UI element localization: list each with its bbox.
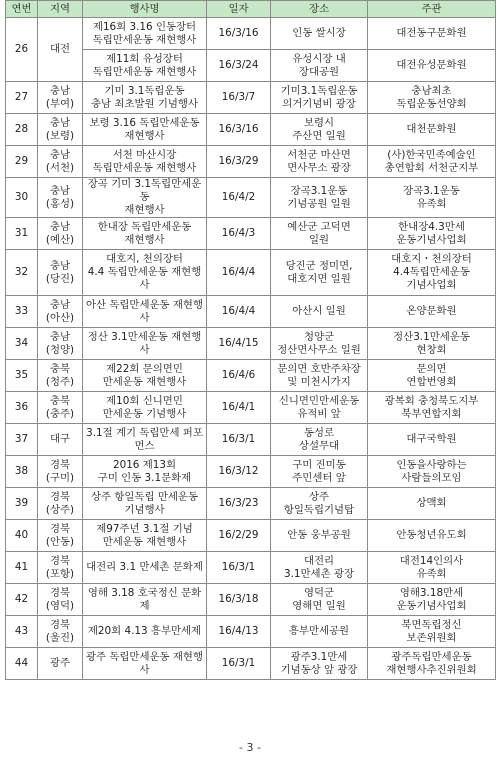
cell-date: 16/4/15 [207,328,271,360]
cell-place: 대전리 3.1만세촌 광장 [271,552,368,584]
header-event: 행사명 [83,1,207,18]
cell-event: 광주 독립만세운동 재현행사 [83,648,207,680]
cell-date: 16/3/1 [207,648,271,680]
cell-place: 안동 웅부공원 [271,520,368,552]
cell-no: 38 [6,456,38,488]
cell-host: 정산3.1만세운동 현창회 [368,328,496,360]
cell-region: 경북 (구미) [38,456,83,488]
cell-date: 16/3/1 [207,552,271,584]
cell-event: 보령 3.16 독립만세운동 재현행사 [83,114,207,146]
cell-date: 16/4/4 [207,296,271,328]
cell-host: 대호지・천의장터 4.4독립만세운동 기념사업회 [368,250,496,296]
cell-region: 충남 (서천) [38,146,83,178]
cell-date: 16/3/1 [207,424,271,456]
cell-region: 경북 (영덕) [38,584,83,616]
cell-region: 충남 (아산) [38,296,83,328]
cell-region: 대전 [38,18,83,82]
table-row [6,552,496,584]
table-row [6,114,496,146]
cell-host: 문의면 연합번영회 [368,360,496,392]
cell-place: 신니면민만세운동 유적비 앞 [271,392,368,424]
header-place: 장소 [271,1,368,18]
cell-no: 30 [6,178,38,218]
cell-no: 33 [6,296,38,328]
cell-place: 영덕군 영해면 일원 [271,584,368,616]
table-row [6,456,496,488]
cell-region: 경북 (포항) [38,552,83,584]
cell-host: 장곡3.1운동 유족회 [368,178,496,218]
table-row [6,218,496,250]
cell-place: 동성로 상설무대 [271,424,368,456]
cell-event: 영해 3.18 호국정신 문화제 [83,584,207,616]
table-row [6,648,496,680]
cell-region: 광주 [38,648,83,680]
cell-place: 인동 쌀시장 [271,18,368,50]
cell-date: 16/4/4 [207,250,271,296]
table-row [6,146,496,178]
cell-place: 당진군 정미면, 대호지면 일원 [271,250,368,296]
cell-event: 대전리 3.1 만세촌 문화제 [83,552,207,584]
cell-host: 광주독립만세운동 재현행사추진위원회 [368,648,496,680]
cell-date: 16/4/2 [207,178,271,218]
cell-date: 16/3/29 [207,146,271,178]
cell-date: 16/4/1 [207,392,271,424]
cell-host: 안동청년유도회 [368,520,496,552]
cell-region: 충남 (부여) [38,82,83,114]
cell-no: 35 [6,360,38,392]
table-row [6,520,496,552]
table-row [6,178,496,218]
cell-place: 청양군 정산면사무소 일원 [271,328,368,360]
cell-no: 31 [6,218,38,250]
cell-no: 29 [6,146,38,178]
cell-no: 36 [6,392,38,424]
cell-event: 제11회 유성장터 독립만세운동 재현행사 [83,50,207,82]
cell-region: 충북 (충주) [38,392,83,424]
cell-no: 32 [6,250,38,296]
cell-region: 경북 (울진) [38,616,83,648]
cell-event: 제10회 신니면민 만세운동 기념행사 [83,392,207,424]
cell-event: 상주 항일독립 만세운동 기념행사 [83,488,207,520]
cell-no: 26 [6,18,38,82]
cell-event: 3.1절 계기 독립만세 퍼포먼스 [83,424,207,456]
cell-event: 제97주년 3.1절 기념 만세운동 재현행사 [83,520,207,552]
cell-no: 42 [6,584,38,616]
cell-host: 상맥회 [368,488,496,520]
table-row [6,296,496,328]
cell-host: 충남최초 독립운동선양회 [368,82,496,114]
table-body [6,18,496,680]
table-row [6,616,496,648]
cell-region: 충남 (보령) [38,114,83,146]
cell-host: 대전유성문화원 [368,50,496,82]
cell-host: 대전14인의사 유족회 [368,552,496,584]
cell-region: 충남 (청양) [38,328,83,360]
cell-event: 제20회 4.13 흥부만세제 [83,616,207,648]
cell-host: 온양문화원 [368,296,496,328]
cell-region: 충남 (예산) [38,218,83,250]
table-row [6,18,496,50]
cell-no: 28 [6,114,38,146]
table-row [6,424,496,456]
cell-event: 한내장 독립만세운동 재현행사 [83,218,207,250]
header-date: 일자 [207,1,271,18]
cell-host: 북면독립정신 보존위원회 [368,616,496,648]
table-row [6,488,496,520]
header-host: 주관 [368,1,496,18]
cell-place: 유성시장 내 장대공원 [271,50,368,82]
cell-place: 기미3.1독립운동 의거기념비 광장 [271,82,368,114]
cell-date: 16/3/18 [207,584,271,616]
cell-date: 16/3/16 [207,114,271,146]
cell-date: 16/2/29 [207,520,271,552]
cell-event: 장곡 기미 3.1독립만세운동 재현행사 [83,178,207,218]
cell-host: 인동을사랑하는 사람들의모임 [368,456,496,488]
cell-event: 아산 독립만세운동 재현행사 [83,296,207,328]
cell-host: 한내장4.3만세 운동기념사업회 [368,218,496,250]
cell-place: 예산군 고덕면 일원 [271,218,368,250]
cell-date: 16/3/23 [207,488,271,520]
cell-date: 16/4/3 [207,218,271,250]
cell-place: 흥부만세공원 [271,616,368,648]
cell-host: 광복회 충청북도지부 북부연합지회 [368,392,496,424]
table-header-row [6,1,496,18]
cell-host: (사)한국민족예술인 총연합회 서천군지부 [368,146,496,178]
cell-place: 장곡3.1운동 기념공원 일원 [271,178,368,218]
cell-date: 16/3/16 [207,18,271,50]
cell-place: 상주 항일독립기념탑 [271,488,368,520]
table-row [6,360,496,392]
table-row [6,250,496,296]
cell-region: 충북 (청주) [38,360,83,392]
cell-no: 44 [6,648,38,680]
table-row [6,584,496,616]
cell-no: 39 [6,488,38,520]
cell-region: 경북 (상주) [38,488,83,520]
cell-region: 충남 (홍성) [38,178,83,218]
events-table [5,0,496,680]
cell-no: 27 [6,82,38,114]
cell-no: 37 [6,424,38,456]
cell-event: 2016 제13회 구미 인동 3.1문화제 [83,456,207,488]
cell-date: 16/4/13 [207,616,271,648]
cell-event: 정산 3.1만세운동 재현행사 [83,328,207,360]
cell-region: 대구 [38,424,83,456]
cell-event: 대호지, 천의장터 4.4 독립만세운동 재현행사 [83,250,207,296]
cell-host: 대구국학원 [368,424,496,456]
cell-place: 구미 진미동 주민센터 앞 [271,456,368,488]
cell-place: 보령시 주산면 일원 [271,114,368,146]
cell-no: 41 [6,552,38,584]
page-number: - 3 - [239,741,261,754]
header-no: 연번 [6,1,38,18]
cell-no: 40 [6,520,38,552]
cell-place: 문의면 호반주차장 및 미천시가지 [271,360,368,392]
cell-event: 제22회 문의면민 만세운동 재현행사 [83,360,207,392]
cell-event: 제16회 3.16 인동장터 독립만세운동 재현행사 [83,18,207,50]
cell-no: 34 [6,328,38,360]
cell-date: 16/3/12 [207,456,271,488]
header-region: 지역 [38,1,83,18]
cell-place: 아산시 일원 [271,296,368,328]
table-row [6,328,496,360]
table-row [6,82,496,114]
cell-date: 16/4/6 [207,360,271,392]
table-row [6,392,496,424]
cell-host: 대전동구문화원 [368,18,496,50]
cell-host: 대천문화원 [368,114,496,146]
cell-date: 16/3/24 [207,50,271,82]
cell-region: 충남 (당진) [38,250,83,296]
cell-date: 16/3/7 [207,82,271,114]
cell-event: 기미 3.1독립운동 충남 최초발원 기념행사 [83,82,207,114]
cell-event: 서천 마산시장 독립만세운동 재현행사 [83,146,207,178]
cell-place: 서천군 마산면 면사무소 광장 [271,146,368,178]
cell-host: 영해3.18만세 운동기념사업회 [368,584,496,616]
cell-region: 경북 (안동) [38,520,83,552]
cell-place: 광주3.1만세 기념동상 앞 광장 [271,648,368,680]
cell-no: 43 [6,616,38,648]
